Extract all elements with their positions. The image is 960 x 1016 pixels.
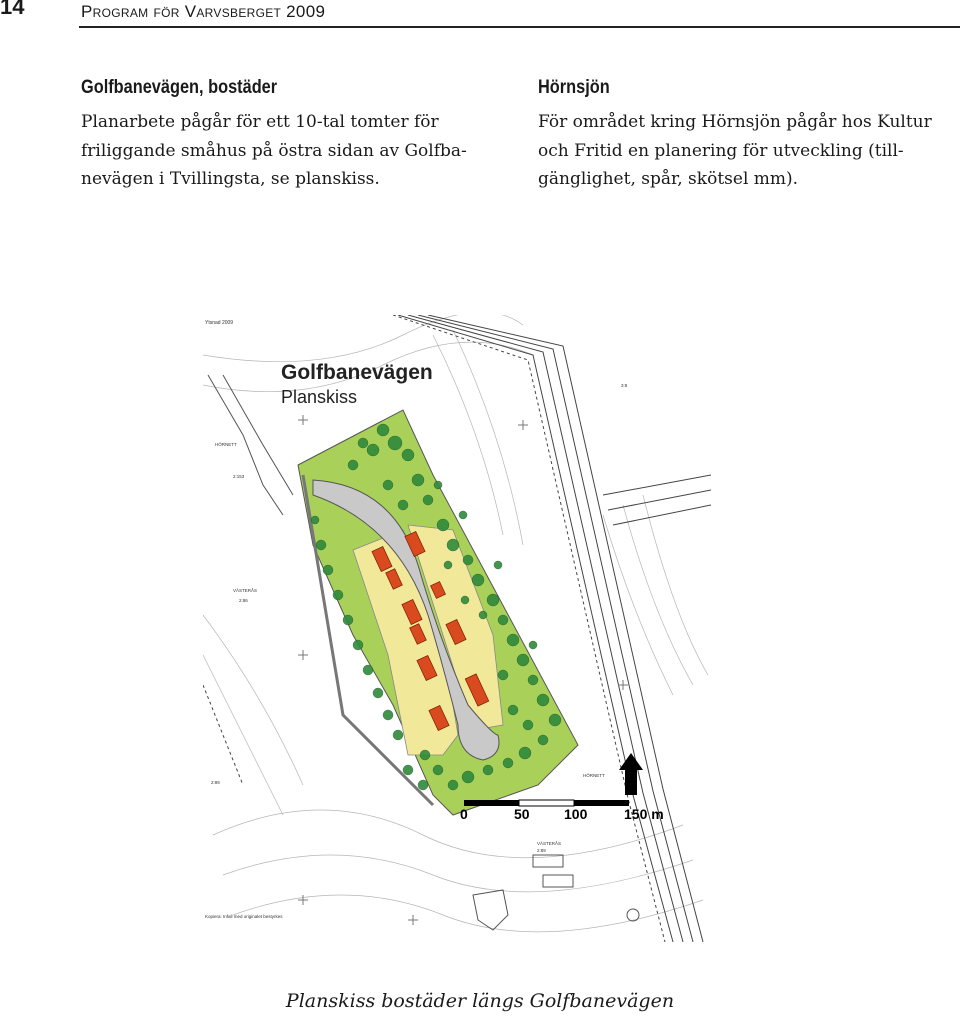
page-number: 14 — [0, 0, 25, 19]
map-label: Kopiera: Infall med originalet bestyrkes — [205, 914, 283, 919]
left-section-body — [81, 108, 502, 194]
map-title: Golfbanevägen — [281, 361, 433, 384]
map-label: VÄSTERÅS — [537, 841, 562, 846]
map-label: HÖRNETT — [583, 773, 605, 778]
left-body-line: nevägen i Tvillingsta, se planskiss. — [81, 169, 380, 189]
lower-buildings — [473, 855, 639, 930]
right-body-line: gänglighet, spår, skötsel mm). — [538, 169, 799, 189]
scale-label: 50 — [514, 806, 530, 822]
left-section-heading: Golfbanevägen, bostäder — [81, 77, 278, 98]
figure-caption: Planskiss bostäder längs Golfbanevägen — [285, 990, 675, 1012]
right-body-line: För området kring Hörnsjön pågår hos Kultur — [538, 112, 932, 132]
right-body-line: och Fritid en planering för utveckling (till- — [538, 140, 904, 161]
scale-bar — [460, 800, 664, 822]
left-body-line: friliggande småhus på östra sidan av Golfba- — [81, 140, 467, 161]
map-corner-note: Ytsnad 2009 — [205, 320, 234, 326]
map-label: 2:153 — [233, 474, 245, 479]
map-label: 2:89 — [211, 780, 220, 785]
map-label: 2:89 — [537, 848, 546, 853]
left-body-line: Planarbete pågår för ett 10-tal tomter för — [81, 112, 439, 132]
map-label: 2:86 — [239, 598, 248, 603]
map-label: VÄSTERÅS — [233, 588, 258, 593]
map-label: 3:8 — [621, 383, 628, 388]
scale-label: 100 — [564, 806, 588, 822]
map-label: HÖRNETT — [215, 442, 237, 447]
running-title: Program för Varvsberget 2009 — [81, 2, 326, 21]
site-plan-map — [203, 315, 711, 942]
scale-label: 150 m — [624, 806, 664, 822]
header-rule — [79, 26, 960, 28]
right-section-heading: Hörnsjön — [538, 77, 610, 98]
scale-label: 0 — [460, 806, 468, 822]
right-section-body — [538, 108, 959, 194]
map-subtitle: Planskiss — [281, 387, 358, 407]
